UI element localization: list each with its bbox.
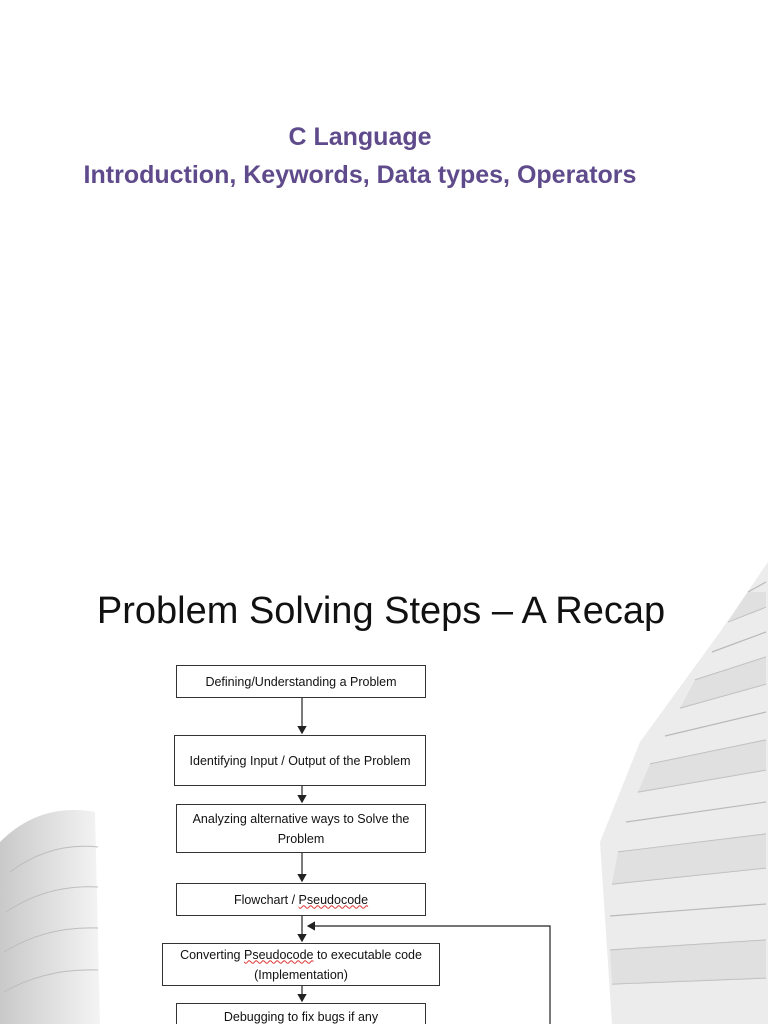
- recap-slide: [0, 512, 768, 1024]
- step-4-text-b: Pseudocode: [298, 892, 369, 907]
- step-debugging-label: Debugging to fix bugs if any: [223, 1010, 379, 1024]
- step-5-text-a: Converting: [180, 947, 244, 962]
- step-debugging: [176, 1003, 426, 1024]
- step-analyze-alternatives-label: Analyzing alternative ways to Solve the Problem: [192, 811, 410, 846]
- step-flowchart-pseudocode: [176, 883, 426, 916]
- step-define-problem: [176, 665, 426, 698]
- title-line-2: Introduction, Keywords, Data types, Operators: [83, 161, 637, 189]
- slide-title: [0, 118, 720, 194]
- step-5-text-b: Pseudocode: [244, 947, 314, 962]
- step-5-text-c: to executable code (Implementation): [254, 947, 422, 982]
- step-implementation: [162, 943, 440, 986]
- step-identify-io: [174, 735, 426, 786]
- step-identify-io-label: Identifying Input / Output of the Problem: [189, 753, 411, 768]
- title-line-1: C Language: [288, 123, 432, 151]
- step-define-problem-label: Defining/Understanding a Problem: [205, 674, 397, 689]
- step-flowchart-pseudocode-label: [234, 890, 368, 910]
- step-analyze-alternatives: [176, 804, 426, 853]
- step-4-text-a: Flowchart /: [233, 892, 299, 907]
- step-implementation-label: [169, 945, 433, 985]
- slide-title: Problem Solving Steps – A Recap: [96, 590, 666, 632]
